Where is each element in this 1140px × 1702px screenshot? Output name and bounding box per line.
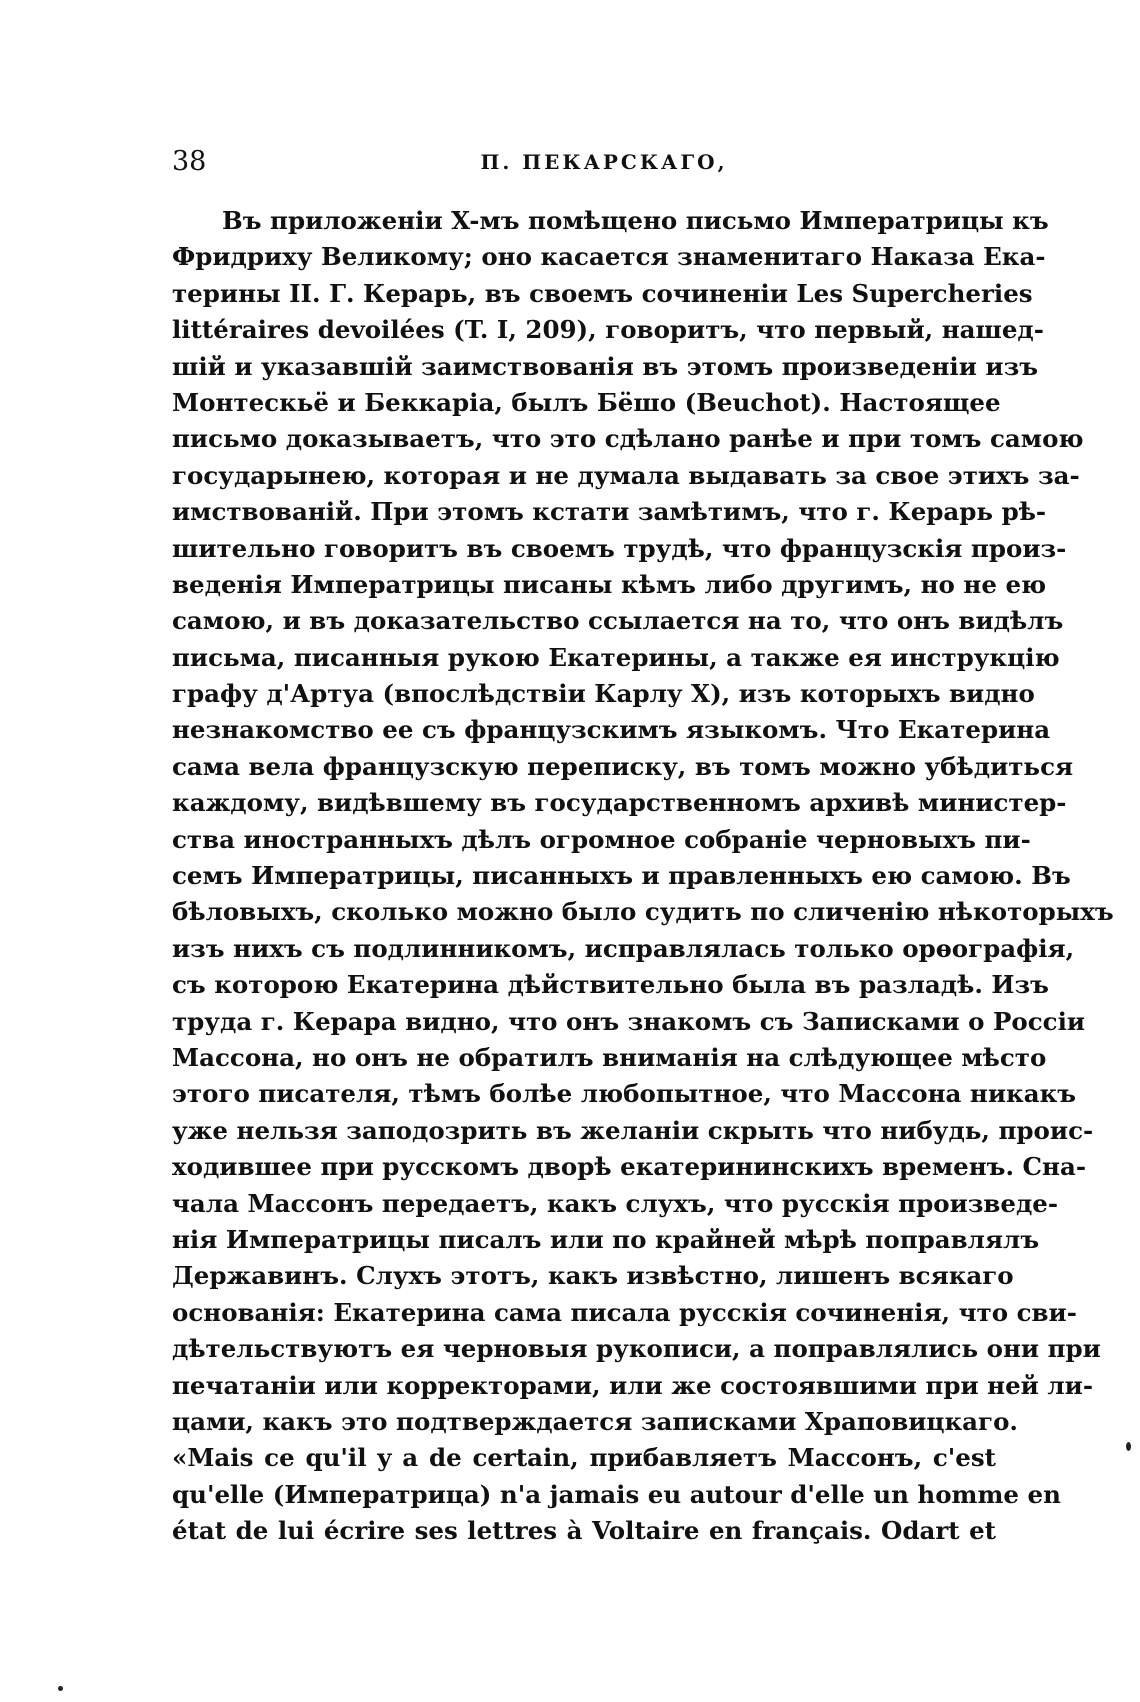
text-line: Державинъ. Слухъ этотъ, какъ извѣстно, лишенъ всякаго	[172, 1261, 1014, 1291]
text-line: Фридриху Великому; оно касается знаменитаго Наказа Ека-	[172, 242, 1046, 272]
text-line: имствованiй. При этомъ кстати замѣтимъ, что г. Керарь рѣ-	[172, 497, 1047, 527]
text-line: изъ нихъ съ подлинникомъ, исправлялась только орѳографiя,	[172, 933, 1075, 963]
text-line: цами, какъ это подтверждается записками Храповицкаго.	[172, 1406, 1018, 1436]
text-line: самою, и въ доказательство ссылается на то, что онъ видѣлъ	[172, 606, 1064, 636]
text-line: нiя Императрицы писалъ или по крайней мѣрѣ поправлялъ	[172, 1224, 1040, 1254]
text-line: шительно говоритъ въ своемъ трудѣ, что французскiя произ-	[172, 533, 1067, 563]
text-line: чала Массонъ передаетъ, какъ слухъ, что русскiя произведе-	[172, 1188, 1059, 1218]
text-line: Монтескьё и Беккарiа, былъ Бёшо (Beuchot). Настоящее	[172, 387, 1001, 417]
text-line: терины II. Г. Керарь, въ своемъ сочиненiи Les Supercheries	[172, 278, 1033, 308]
text-line: qu'elle (Императрица) n'a jamais eu autour d'elle un homme en	[172, 1479, 1061, 1509]
text-line: littéraires devoilées (T. I, 209), говоритъ, что первый, нашед-	[172, 315, 1044, 345]
page-header	[172, 142, 996, 182]
body-text	[172, 203, 1114, 1549]
text-line: незнакомство ее съ французскимъ языкомъ. Что Екатерина	[172, 715, 1051, 745]
text-line: государынею, которая и не думала выдавать за свое этихъ за-	[172, 460, 1080, 490]
text-line: каждому, видѣвшему въ государственномъ архивѣ министер-	[172, 788, 1067, 818]
text-line: уже нельзя заподозрить въ желанiи скрыть что нибудь, проис-	[172, 1115, 1094, 1145]
text-line: письма, писанныя рукою Екатерины, а также ея инструкцiю	[172, 642, 1060, 672]
running-title: П. ПЕКАРСКАГО,	[480, 150, 728, 174]
text-line: графу д'Артуа (впослѣдствiи Карлу X), изъ которыхъ видно	[172, 679, 1035, 709]
text-line: «Mais ce qu'il y a de certain, прибавляетъ Массонъ, c'est	[172, 1443, 996, 1473]
text-line: ства иностранныхъ дѣлъ огромное собранiе черновыхъ пи-	[172, 824, 1031, 854]
text-line: Массона, но онъ не обратилъ вниманiя на слѣдующее мѣсто	[172, 1042, 1047, 1072]
scan-speck	[1126, 1442, 1131, 1451]
text-line: письмо доказываетъ, что это сдѣлано ранѣе и при томъ самою	[172, 424, 1084, 454]
scan-speck	[58, 1686, 63, 1691]
page-number: 38	[172, 146, 207, 177]
text-line: этого писателя, тѣмъ болѣе любопытное, что Массона никакъ	[172, 1079, 1077, 1109]
text-line: état de lui écrire ses lettres à Voltaire en français. Odart et	[172, 1516, 996, 1546]
text-line: труда г. Керара видно, что онъ знакомъ съ Записками о Россiи	[172, 1006, 1086, 1036]
text-line: бѣловыхъ, сколько можно было судить по сличенiю нѣкоторыхъ	[172, 897, 1114, 927]
text-line: основанiя: Екатерина сама писала русскiя сочиненiя, что сви-	[172, 1297, 1077, 1327]
text-line: съ которою Екатерина дѣйствительно была въ разладѣ. Изъ	[172, 970, 1049, 1000]
text-line: сама вела французскую переписку, въ томъ можно убѣдиться	[172, 751, 1074, 781]
text-line: семъ Императрицы, писанныхъ и правленныхъ ею самою. Въ	[172, 861, 1071, 891]
text-line: шiй и указавшiй заимствованiя въ этомъ произведенiи изъ	[172, 351, 1039, 381]
text-line: веденiя Императрицы писаны кѣмъ либо другимъ, но не ею	[172, 569, 1047, 599]
text-line: печатанiи или корректорами, или же состоявшими при ней ли-	[172, 1370, 1093, 1400]
text-line: ходившее при русскомъ дворѣ екатерининскихъ временъ. Сна-	[172, 1152, 1086, 1182]
text-line: дѣтельствуютъ ея черновыя рукописи, а поправлялись они при	[172, 1334, 1101, 1364]
text-line: Въ приложенiи X-мъ помѣщено письмо Императрицы къ	[222, 206, 1049, 235]
